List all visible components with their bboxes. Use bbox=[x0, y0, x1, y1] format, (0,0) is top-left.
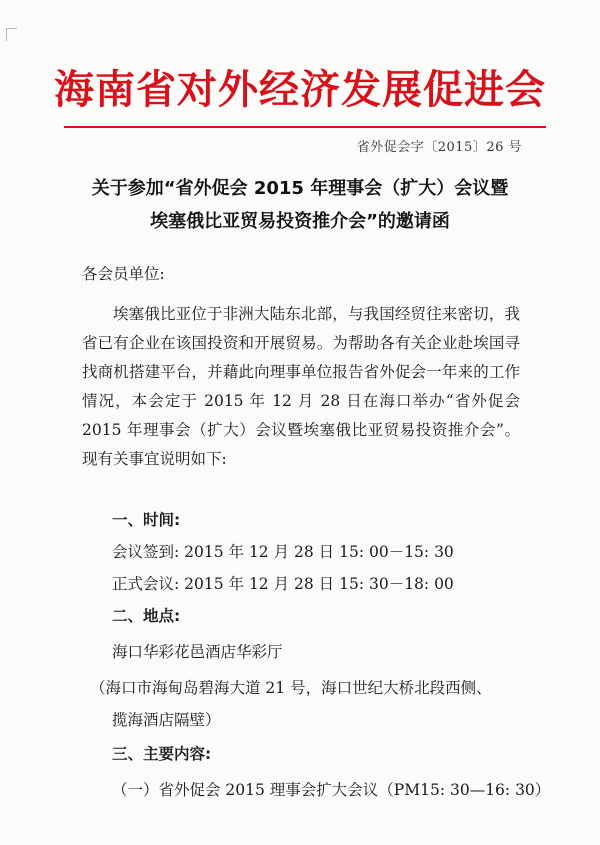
place-address-line-2: 揽海酒店隔壁） bbox=[112, 711, 221, 729]
letterhead-divider bbox=[64, 126, 546, 128]
document-number: 省外促会字〔2015〕26 号 bbox=[356, 140, 522, 155]
organization-letterhead: 海南省对外经济发展促进会 bbox=[54, 66, 546, 113]
section-content-heading: 三、主要内容: bbox=[112, 745, 212, 763]
salutation: 各会员单位: bbox=[82, 265, 165, 283]
scan-corner-mark bbox=[6, 28, 17, 41]
place-address-line-1: （海口市海甸岛碧海大道 21 号，海口世纪大桥北段西侧、 bbox=[90, 679, 492, 697]
section-place-heading: 二、地点: bbox=[112, 607, 181, 625]
title-line-1: 关于参加“省外促会 2015 年理事会（扩大）会议暨 bbox=[91, 178, 509, 199]
document-title bbox=[30, 172, 570, 238]
content-item-1: （一）省外促会 2015 理事会扩大会议（PM15: 30—16: 30） bbox=[112, 781, 551, 799]
section-time-heading: 一、时间: bbox=[112, 511, 181, 529]
place-name: 海口华彩花邑酒店华彩厅 bbox=[112, 643, 283, 661]
title-line-2: 埃塞俄比亚贸易投资推介会”的邀请函 bbox=[150, 211, 450, 232]
intro-paragraph: 埃塞俄比亚位于非洲大陆东北部，与我国经贸往来密切，我省已有企业在该国投资和开展贸易。为帮助各有关企业赴埃国寻找商机搭建平台，并藉此向理事单位报告省外促会一年来的工作情况，本会定于 2015 年 12 月 28 日在海口举办“省外促会 2015 年理事会（扩大）会议暨埃塞俄比亚贸易投资推介会”。现有关事宜说明如下: bbox=[82, 305, 520, 468]
time-formal: 正式会议: 2015 年 12 月 28 日 15: 30－18: 00 bbox=[112, 575, 454, 593]
time-signin: 会议签到: 2015 年 12 月 28 日 15: 00－15: 30 bbox=[112, 543, 454, 561]
